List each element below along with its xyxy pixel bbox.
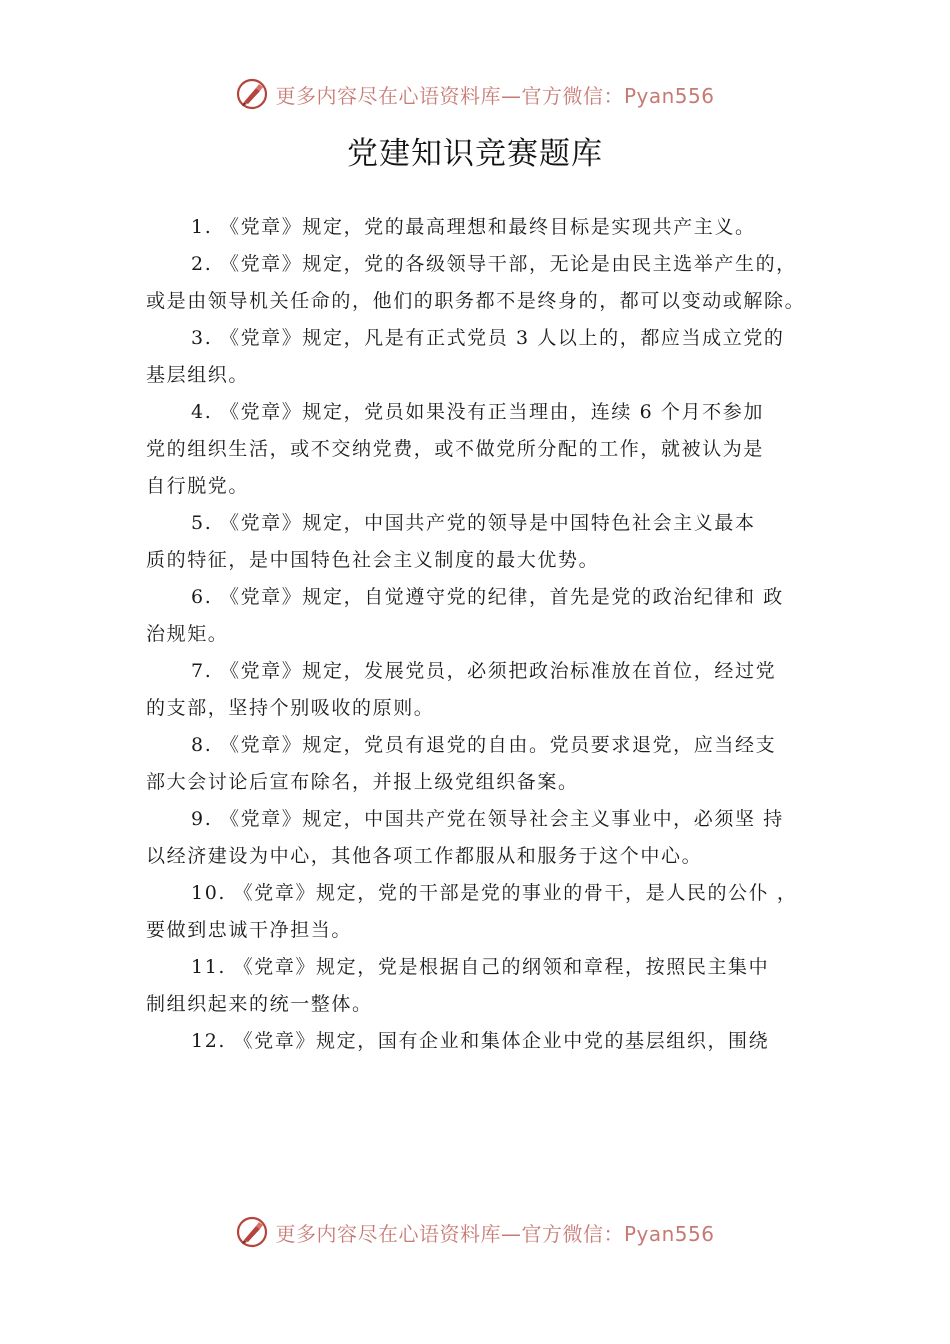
question-text-line: 基层组织。 <box>146 364 250 386</box>
question-text-line: 质的特征，是中国特色社会主义制度的最大优势。 <box>146 549 600 571</box>
question-item <box>146 875 818 949</box>
question-text-line: 7. 《党章》规定，发展党员，必须把政治标准放在首位，经过党 <box>191 660 777 682</box>
question-text-line: 8. 《党章》规定，党员有退党的自由。党员要求退党，应当经支 <box>191 734 777 756</box>
question-text-line: 12. 《党章》规定，国有企业和集体企业中党的基层组织，围绕 <box>191 1030 770 1052</box>
question-item <box>146 1023 818 1060</box>
question-text-line: 2. 《党章》规定，党的各级领导干部，无论是由民主选举产生的， <box>191 253 797 275</box>
question-item <box>146 579 818 653</box>
question-text-line: 治规矩。 <box>146 623 229 645</box>
watermark-text: 更多内容尽在心语资料库—官方微信：Pyan556 <box>275 1221 715 1246</box>
watermark-text: 更多内容尽在心语资料库—官方微信：Pyan556 <box>275 83 715 108</box>
footer-watermark-banner <box>0 1210 950 1254</box>
question-item <box>146 505 818 579</box>
pen-logo-icon <box>235 77 269 111</box>
pen-logo-icon <box>235 1215 269 1249</box>
question-item <box>146 394 818 505</box>
question-text-line: 党的组织生活，或不交纳党费，或不做党所分配的工作，就被认为是 <box>146 438 765 460</box>
question-text-line: 要做到忠诚干净担当。 <box>146 919 353 941</box>
question-text-line: 的支部，坚持个别吸收的原则。 <box>146 697 435 719</box>
page-title: 党建知识竞赛题库 <box>347 136 603 172</box>
header-watermark-banner <box>0 72 950 116</box>
question-text-line: 9. 《党章》规定，中国共产党在领导社会主义事业中，必须坚 持 <box>191 808 784 830</box>
question-text-line: 10. 《党章》规定，党的干部是党的事业的骨干，是人民的公仆 ， <box>191 882 798 904</box>
question-item <box>146 320 818 394</box>
question-text-line: 自行脱党。 <box>146 475 250 497</box>
question-text-line: 部大会讨论后宣布除名，并报上级党组织备案。 <box>146 771 579 793</box>
question-item <box>146 246 818 320</box>
question-item <box>146 653 818 727</box>
question-item <box>146 801 818 875</box>
question-text-line: 6. 《党章》规定，自觉遵守党的纪律，首先是党的政治纪律和 政 <box>191 586 784 608</box>
question-list <box>146 209 818 1060</box>
question-item <box>146 209 818 246</box>
question-text-line: 以经济建设为中心，其他各项工作都服从和服务于这个中心。 <box>146 845 703 867</box>
question-text-line: 3. 《党章》规定，凡是有正式党员 3 人以上的，都应当成立党的 <box>191 327 785 349</box>
question-text-line: 制组织起来的统一整体。 <box>146 993 373 1015</box>
question-text-line: 或是由领导机关任命的，他们的职务都不是终身的，都可以变动或解除。 <box>146 290 806 312</box>
question-text-line: 11. 《党章》规定，党是根据自己的纲领和章程，按照民主集中 <box>191 956 770 978</box>
question-text-line: 1. 《党章》规定，党的最高理想和最终目标是实现共产主义。 <box>191 216 756 238</box>
question-item <box>146 949 818 1023</box>
question-item <box>146 727 818 801</box>
question-text-line: 5. 《党章》规定，中国共产党的领导是中国特色社会主义最本 <box>191 512 756 534</box>
question-text-line: 4. 《党章》规定，党员如果没有正当理由，连续 6 个月不参加 <box>191 401 764 423</box>
